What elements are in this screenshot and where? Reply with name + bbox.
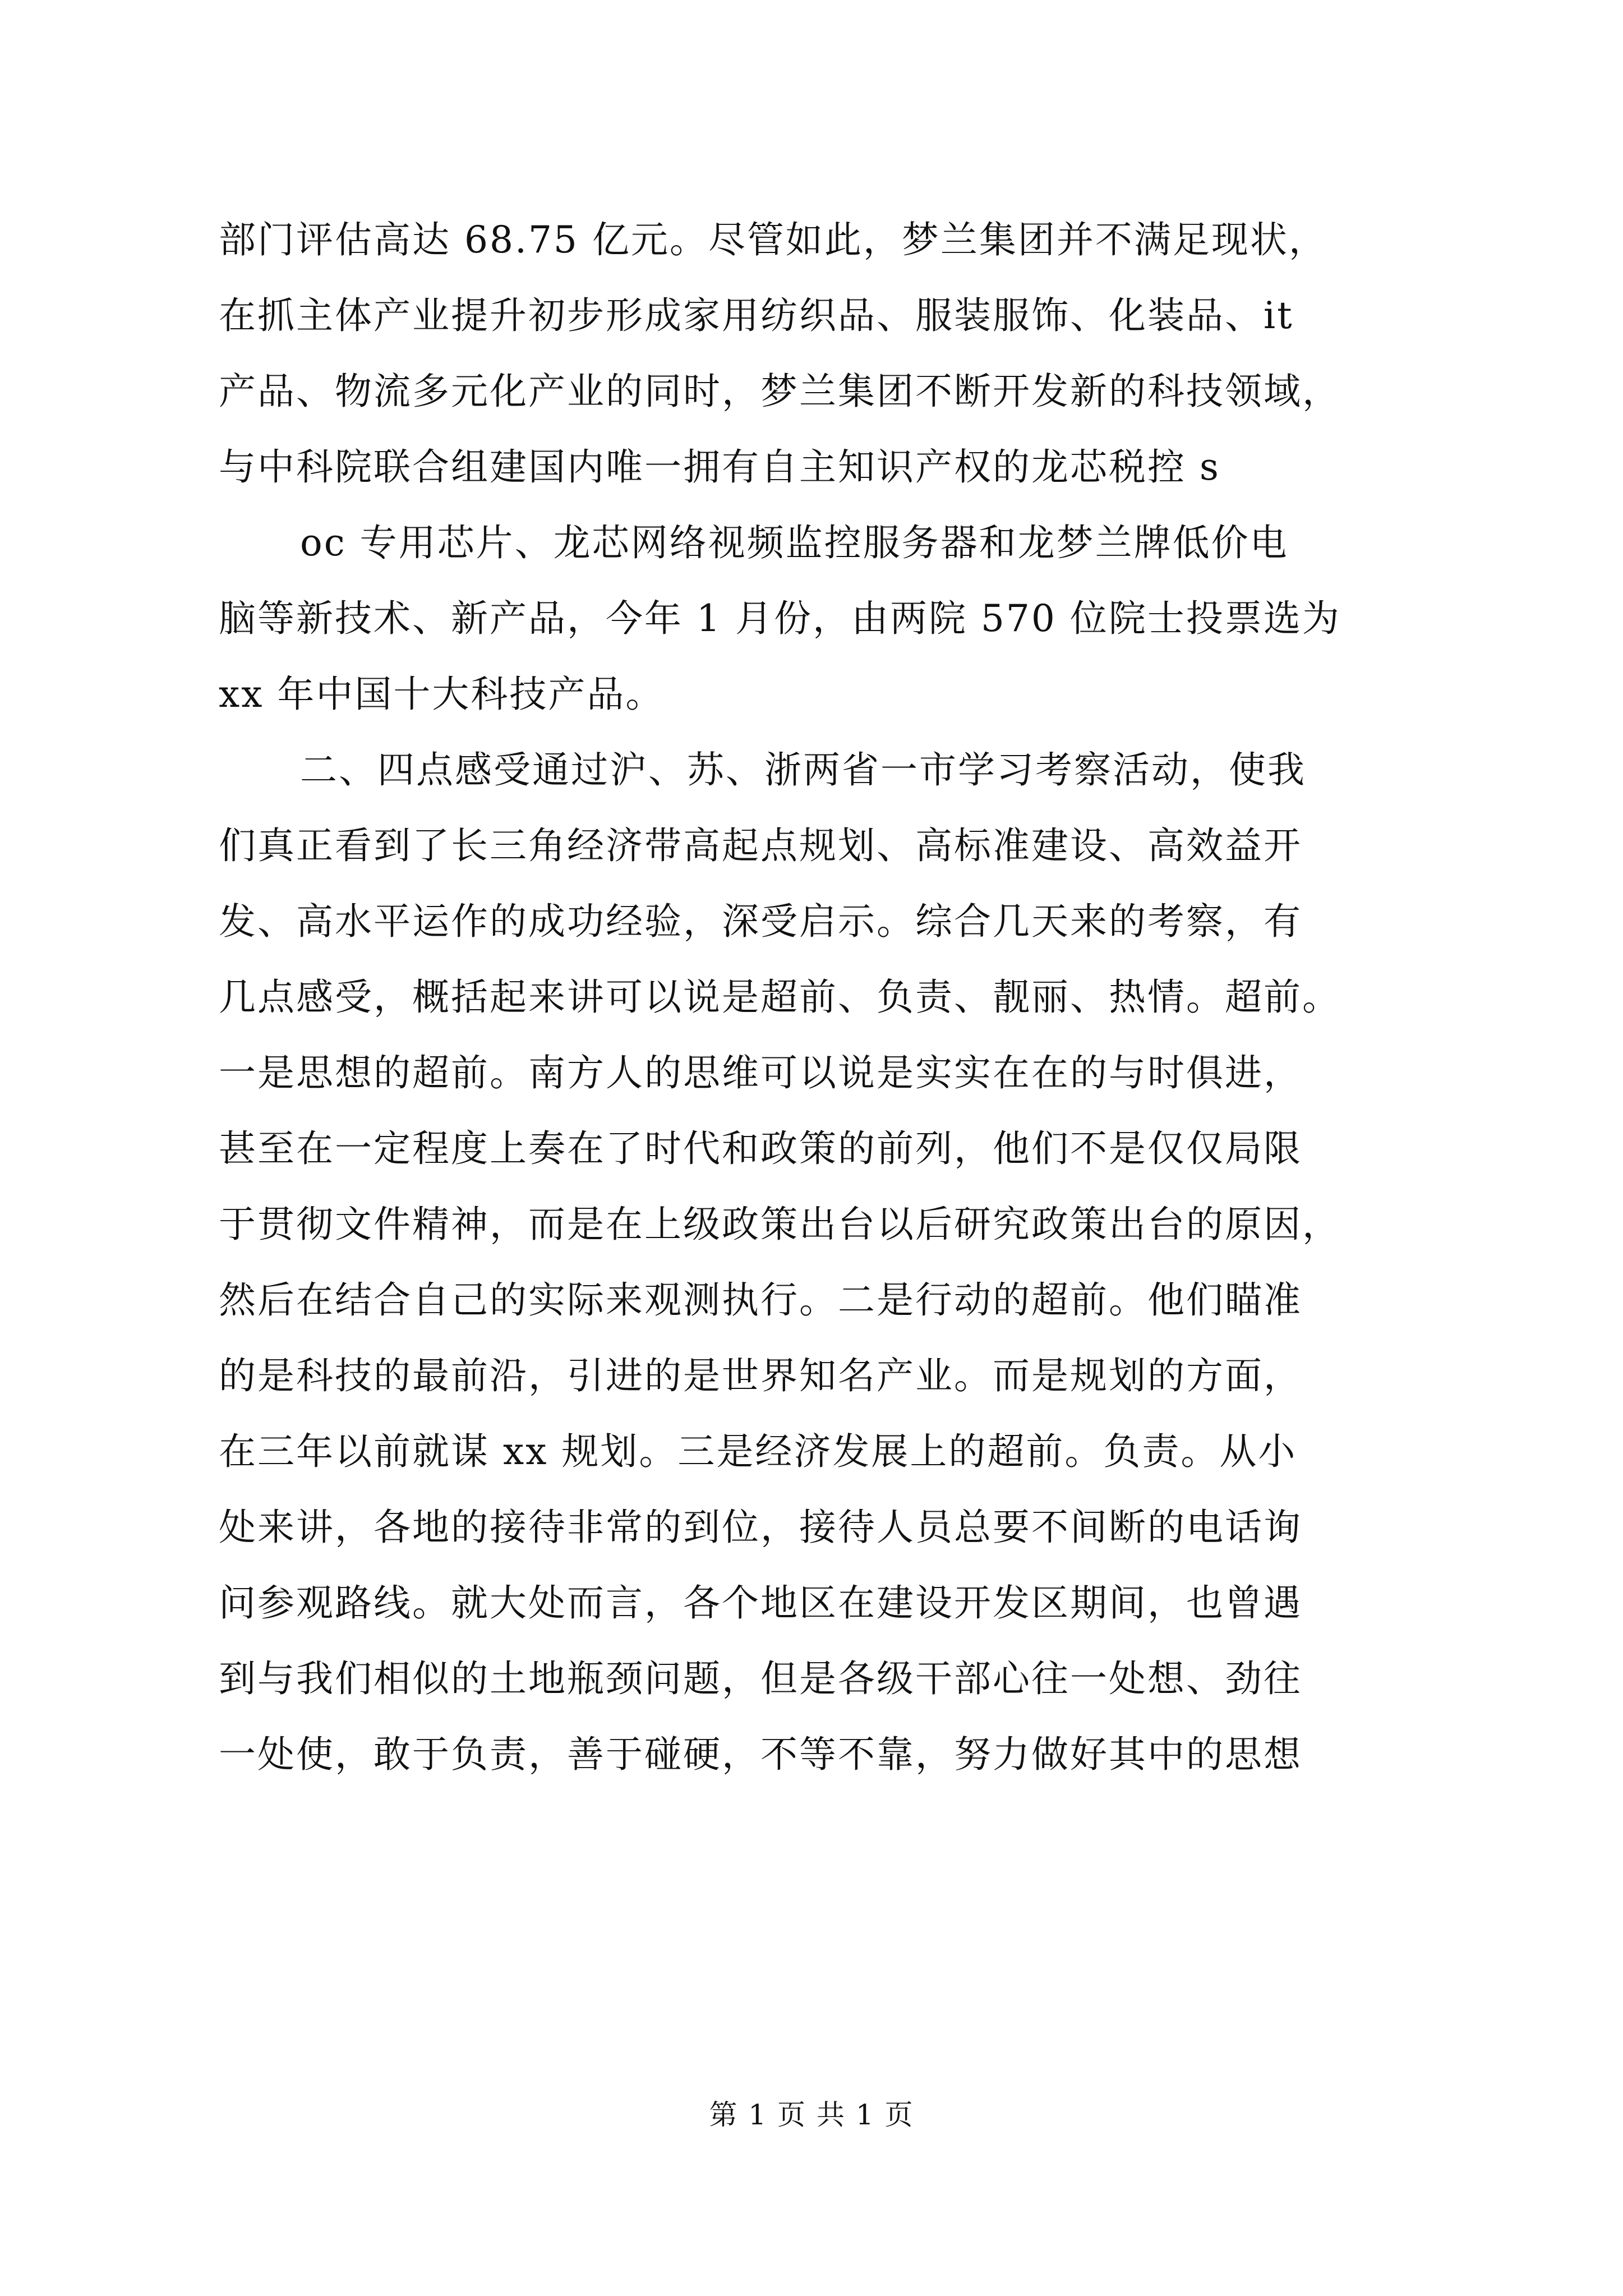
text-line-4: 与中科院联合组建国内唯一拥有自主知识产权的龙芯税控 s xyxy=(219,445,1220,489)
text-line-17: 在三年以前就谋 xx 规划。三是经济发展上的超前。负责。从小 xyxy=(219,1430,1297,1473)
text-line-19: 问参观路线。就大处而言，各个地区在建设开发区期间，也曾遇 xyxy=(219,1581,1302,1625)
text-line-8: 二、四点感受通过沪、苏、浙两省一市学习考察活动，使我 xyxy=(300,748,1306,792)
text-line-12: 一是思想的超前。南方人的思维可以说是实实在在的与时俱进， xyxy=(219,1051,1302,1094)
text-line-3: 产品、物流多元化产业的同时，梦兰集团不断开发新的科技领域， xyxy=(219,370,1341,413)
text-line-1: 部门评估高达 68.75 亿元。尽管如此，梦兰集团并不满足现状， xyxy=(219,218,1327,261)
text-line-10: 发、高水平运作的成功经验，深受启示。综合几天来的考察，有 xyxy=(219,900,1302,943)
text-line-9: 们真正看到了长三角经济带高起点规划、高标准建设、高效益开 xyxy=(219,824,1302,867)
text-line-21: 一处使，敢于负责，善于碰硬，不等不靠，努力做好其中的思想 xyxy=(219,1733,1302,1776)
page-number-footer: 第 1 页 共 1 页 xyxy=(709,2099,914,2131)
text-line-6: 脑等新技术、新产品，今年 1 月份，由两院 570 位院士投票选为 xyxy=(219,597,1341,640)
text-line-13: 甚至在一定程度上奏在了时代和政策的前列，他们不是仅仅局限 xyxy=(219,1127,1302,1170)
text-line-20: 到与我们相似的土地瓶颈问题，但是各级干部心往一处想、劲往 xyxy=(219,1657,1302,1700)
text-line-2: 在抓主体产业提升初步形成家用纺织品、服装服饰、化装品、it xyxy=(219,294,1294,337)
text-line-11: 几点感受，概括起来讲可以说是超前、负责、靓丽、热情。超前。 xyxy=(219,976,1341,1019)
text-line-16: 的是科技的最前沿，引进的是世界知名产业。而是规划的方面， xyxy=(219,1354,1302,1397)
text-line-5: oc 专用芯片、龙芯网络视频监控服务器和龙梦兰牌低价电 xyxy=(300,521,1289,564)
text-line-18: 处来讲，各地的接待非常的到位，接待人员总要不间断的电话询 xyxy=(219,1506,1302,1549)
text-line-14: 于贯彻文件精神，而是在上级政策出台以后研究政策出台的原因， xyxy=(219,1203,1341,1246)
text-line-15: 然后在结合自己的实际来观测执行。二是行动的超前。他们瞄准 xyxy=(219,1278,1302,1322)
text-line-7: xx 年中国十大科技产品。 xyxy=(219,673,665,716)
